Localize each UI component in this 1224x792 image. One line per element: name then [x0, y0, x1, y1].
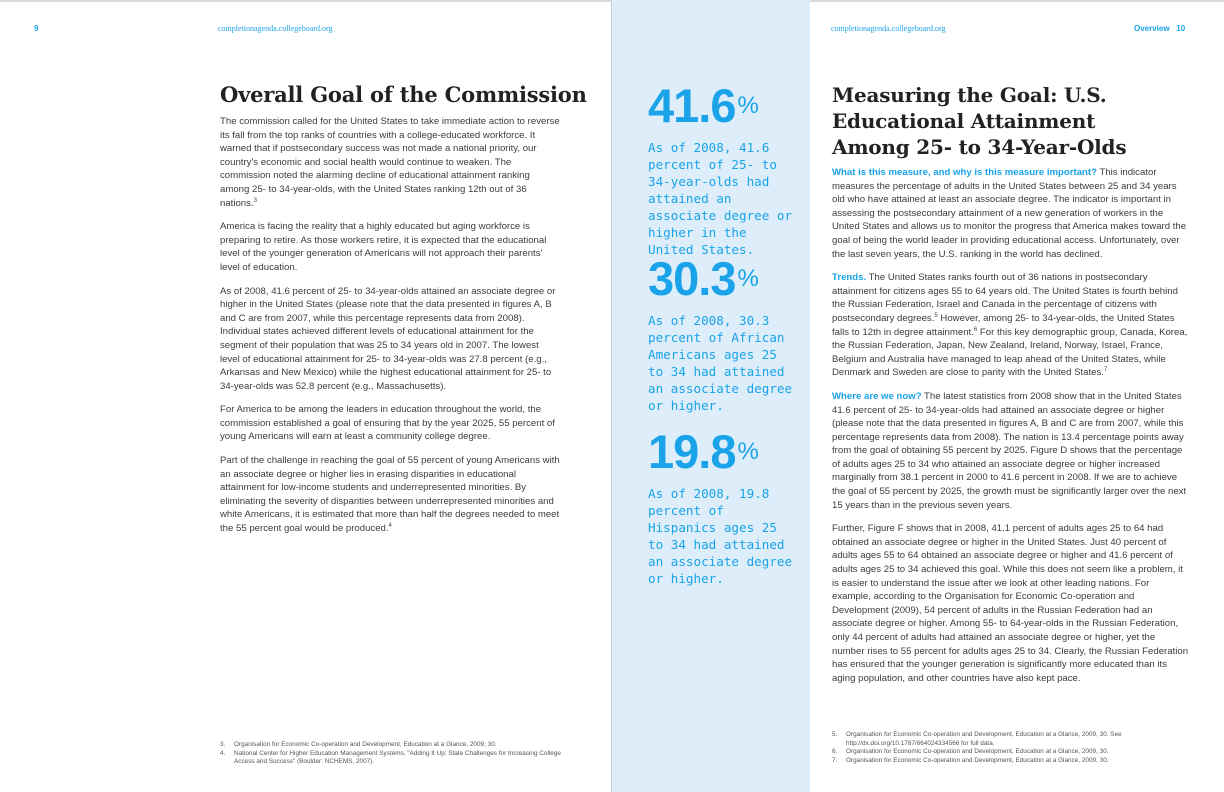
stat-description: As of 2008, 30.3 percent of African Americans ages 25 to 34 had attained an associate degree or higher. — [648, 313, 793, 413]
left-paragraph: For America to be among the leaders in education throughout the world, the commission established a goal of ensuring that by the year 2025, 55 percent of young Americans will earn at least a community college degree. — [220, 404, 555, 443]
stat-number: 30.3% — [648, 252, 758, 305]
right-paragraph: What is this measure, and why is this measure important? This indicator measures the percentage of adults in the United States between 25 and 34 years old who have attained at least an associate degree. The indicator is important in assessing the postsecondary attainment of a new generation of workers in the United States and allows us to monitor the progress that America makes toward the goal of being the world leader in providing educational access. Unfortunately, over the last seven years, the U.S. ranking in the world has declined. — [832, 167, 1187, 260]
left-paragraph: America is facing the reality that a highly educated but aging workforce is preparing to retire. As those workers retire, it is expected that the educational level of the younger generation of Americans will not approach their parents' level of education. — [220, 221, 547, 273]
stat-callout — [648, 252, 798, 414]
right-paragraph: Trends. The United States ranks fourth out of 36 nations in postsecondary attainment for citizens ages 55 to 64 years old. The United States is fourth behind the Russian Federation, Israel and Canada in the percentage of citizens with postsecondary degrees.$^5$ However, among 25- to 34-year-olds, the United States falls to 12th in degree attainment.$^6$ For this key demographic group, Canada, Korea, the Russian Federation, Japan, New Zealand, Ireland, Norway, Israel, France, Belgium and Australia have managed to leap ahead of the United States, while Denmark and Sweden are close to parity with the United States.$^7$ — [832, 272, 1188, 379]
left-footnotes — [220, 741, 570, 767]
page-gutter — [611, 0, 612, 792]
footnote: 5. Organisation for Economic Co-operation and Development, Education at a Glance, 2009, 30. See http://dx.doi.org/10.1787/664024334566 for full data. — [832, 731, 1122, 747]
stat-number: 19.8% — [648, 425, 758, 478]
left-page-number: 9 — [34, 24, 39, 33]
right-running-url: completionagenda.collegeboard.org — [831, 24, 946, 33]
footnote: 4. National Center for Higher Education Management Systems, "Adding It Up: State Challenges for Increasing College Access and Success" (Boulder: NCHEMS, 2007). — [220, 749, 561, 766]
left-paragraph: The commission called for the United States to take immediate action to reverse its fall from the top ranks of countries with a college-educated workforce. It warned that if postsecondary success was not made a national priority, our country's economic and social health would continue to weaken. The commission noted the alarming decline of educational attainment ranking among 25- to 34-year-olds, with the United States ranking 12th out of 36 nations.$^3$ — [220, 116, 560, 209]
right-body — [832, 166, 1190, 695]
stat-callout — [648, 425, 798, 587]
footnote: 6. Organisation for Economic Co-operation and Development, Education at a Glance, 2009, 30. — [832, 748, 1109, 756]
left-paragraph: As of 2008, 41.6 percent of 25- to 34-year-olds attained an associate degree or higher in the United States (please note that the data presented in figures A, B and C are from 2007, while this percentage represents data from 2008). Individual states achieved different levels of educational attainment for the segment of their population that was 25 to 34 years old in 2007. The lowest level of educational attainment for 25- to 34-year-olds was 27.8 percent (e.g., Arkansas and New Mexico) while the highest educational attainment for 25- to 34-year-olds was 52.8 percent (e.g., Massachusetts). — [220, 285, 556, 392]
right-running-section: Overview 10 — [1134, 24, 1186, 33]
stat-number: 41.6% — [648, 79, 758, 132]
footnote: 3. Organisation for Economic Co-operation and Development, Education at a Glance, 2009, 30. — [220, 741, 497, 748]
left-paragraph: Part of the challenge in reaching the goal of 55 percent of young Americans with an associate degree or higher lies in erasing disparities in educational attainment for low-income students and underrepresented minorities. By eliminating the severity of disparities between underrepresented minorities and white Americans, it is estimated that more than half the degrees needed to meet the 55 percent goal would be produced.$^4$ — [220, 455, 560, 535]
right-paragraph: Where are we now? The latest statistics from 2008 show that in the United States 41.6 percent of 25- to 34-year-olds had attained an associate degree or higher (please note that the data presented in figures A, B and C are from 2007, while this percentage represents data from 2008). The nation is 13.4 percentage points away from the goal of obtaining 55 percent by 2025. Figure D shows that the percentage of adults ages 25 to 34 who attained an associate degree or higher increased marginally from 38.1 percent in 2000 to 41.6 percent in 2008. If we are to achieve the goal of 55 percent by 2025, the growth must be significantly larger over the next 15 years than in the previous seven years. — [832, 390, 1187, 511]
stat-description: As of 2008, 41.6 percent of 25- to 34-year-olds had attained an associate degree or higher in the United States. — [648, 140, 793, 257]
right-footnotes — [832, 731, 1162, 765]
right-paragraph: Further, Figure F shows that in 2008, 41.1 percent of adults ages 25 to 64 had obtained an associate degree or higher in the United States. Just 40 percent of adults ages 55 to 64 obtained an associate degree or higher and 41.6 percent of adults ages 25 to 34 achieved this goal. While this does not seem like a problem, it is easier to understand the issue after we look at other leading nations. For example, according to the Organisation for Economic Co-operation and Development (2009), 54 percent of adults in the Russian Federation had an associate degree or higher. Among 55- to 64-year-olds in the Russian Federation, only 44 percent of adults had attained an associate degree or higher, yet the number rises to 55 percent for adults ages 25 to 34. Clearly, the Russian Federation has ensured that the younger generation is significantly more educated than its aging population, and other countries have also kept pace. — [832, 523, 1189, 684]
left-running-url: completionagenda.collegeboard.org — [218, 24, 333, 33]
stat-callout — [648, 79, 798, 258]
footnote: 7. Organisation for Economic Co-operation and Development, Education at a Glance, 2009, 30. — [832, 756, 1109, 764]
left-body — [220, 115, 560, 546]
stat-description: As of 2008, 19.8 percent of Hispanics ages 25 to 34 had attained an associate degree or higher. — [648, 486, 793, 586]
left-page-heading: Overall Goal of the Commission — [220, 82, 587, 107]
right-page-heading: Measuring the Goal: U.S. Educational Attainment Among 25- to 34-Year-Olds — [832, 83, 1127, 159]
